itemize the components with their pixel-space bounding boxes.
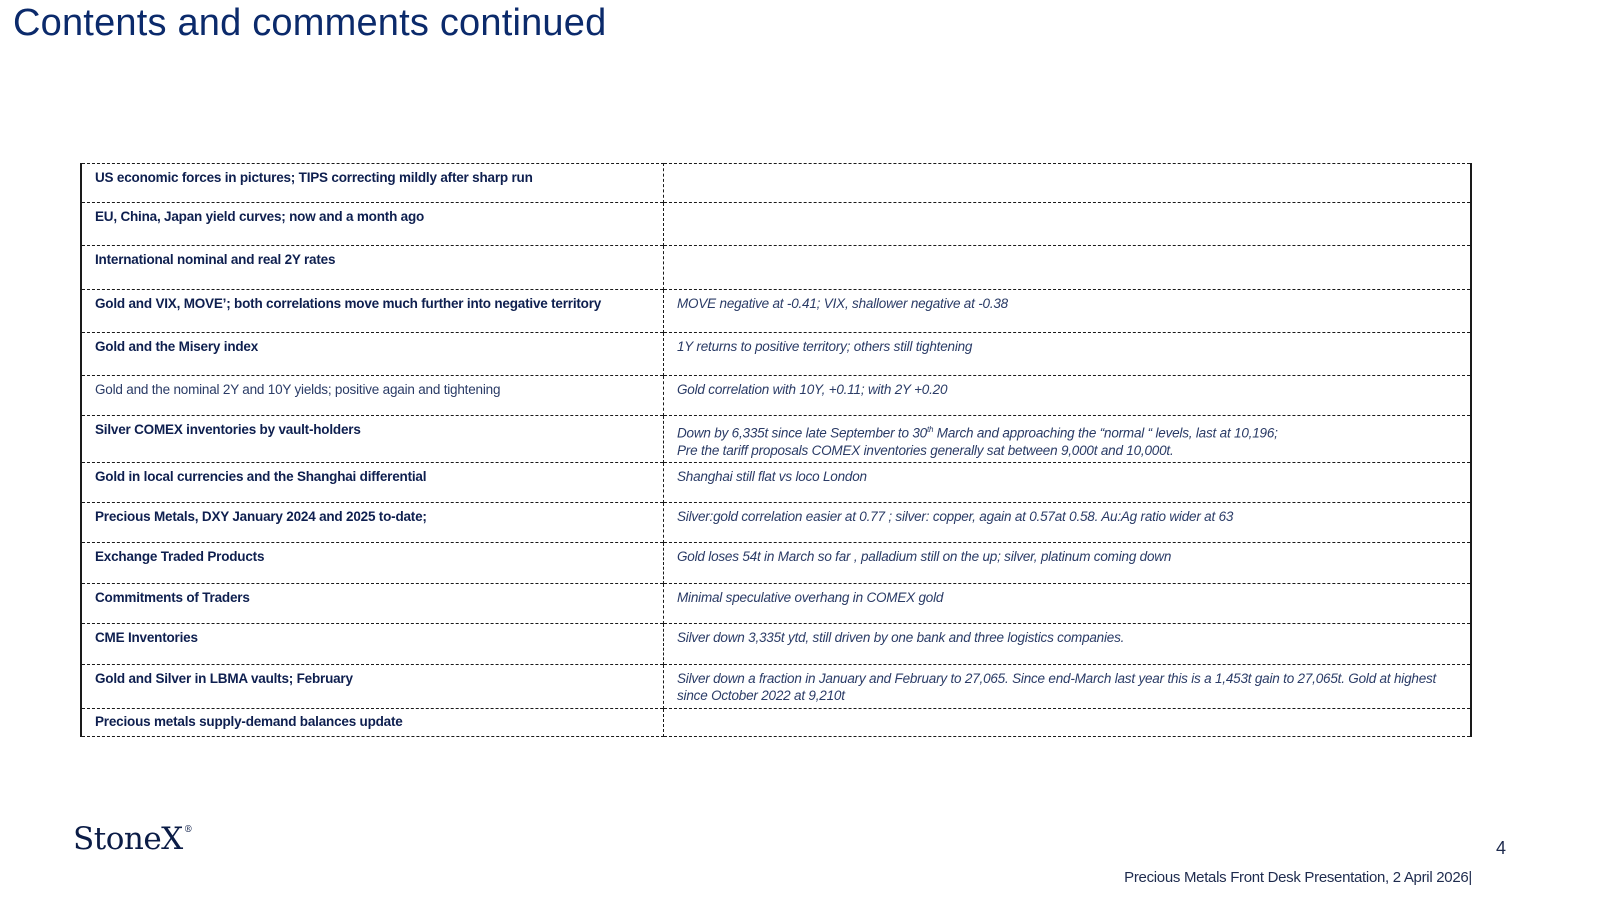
topic-label: Exchange Traded Products <box>95 549 265 564</box>
table-row <box>81 333 1471 376</box>
topic-cell <box>81 463 664 503</box>
topic-label: Precious Metals, DXY January 2024 and 2025 to-date; <box>95 509 427 524</box>
comment-cell <box>664 164 1472 203</box>
topic-label: Precious metals supply-demand balances update <box>95 714 403 729</box>
topic-label: Gold and the Misery index <box>95 339 259 354</box>
comment-cell <box>664 584 1472 624</box>
comment-text: Gold loses 54t in March so far , palladium still on the up; silver, platinum coming down <box>677 549 1172 564</box>
comment-cell <box>664 624 1472 665</box>
comment-cell <box>664 333 1472 376</box>
table-row <box>81 203 1471 246</box>
topic-cell <box>81 164 664 203</box>
topic-label: Gold and the nominal 2Y and 10Y yields; positive again and tightening <box>95 382 501 397</box>
table-row <box>81 709 1471 737</box>
table-row <box>81 543 1471 584</box>
topic-cell <box>81 203 664 246</box>
comment-text: 1Y returns to positive territory; others still tightening <box>677 339 973 354</box>
comment-text: Silver down a fraction in January and February to 27,065. Since end-March last year this is a 1,453t gain to 27,065t. Gold at highest since October 2022 at 9,210t <box>677 671 1437 703</box>
topic-cell <box>81 543 664 584</box>
comment-text: Silver down 3,335t ytd, still driven by one bank and three logistics companies. <box>677 630 1125 645</box>
table-row <box>81 624 1471 665</box>
table-row <box>81 246 1471 290</box>
table-row <box>81 463 1471 503</box>
contents-table <box>80 163 1472 737</box>
topic-cell <box>81 333 664 376</box>
stonex-logo: StoneX® <box>73 821 193 857</box>
topic-cell <box>81 416 664 463</box>
page-number: 4 <box>1496 838 1507 858</box>
footer-text: Precious Metals Front Desk Presentation, 2 April 2026| <box>1124 869 1472 886</box>
topic-cell <box>81 709 664 737</box>
topic-cell <box>81 246 664 290</box>
topic-cell <box>81 503 664 543</box>
topic-label: CME Inventories <box>95 630 198 645</box>
comment-cell <box>664 543 1472 584</box>
topic-label: International nominal and real 2Y rates <box>95 252 336 267</box>
topic-cell <box>81 290 664 333</box>
table-row <box>81 164 1471 203</box>
comment-cell <box>664 203 1472 246</box>
slide-title: Contents and comments continued <box>13 2 607 44</box>
comment-text: Shanghai still flat vs loco London <box>677 469 867 484</box>
topic-cell <box>81 665 664 709</box>
topic-cell <box>81 376 664 416</box>
topic-cell <box>81 584 664 624</box>
table-row <box>81 416 1471 463</box>
comment-text: Down by 6,335t since late September to 30th March and approaching the “normal “ levels, last at 10,196; Pre the tariff proposals COMEX inventories generally sat between 9,000t and 10,000t. <box>677 425 1278 458</box>
comment-cell <box>664 709 1472 737</box>
comment-text: Gold correlation with 10Y, +0.11; with 2Y +0.20 <box>677 382 948 397</box>
comment-cell <box>664 665 1472 709</box>
topic-label: Gold in local currencies and the Shanghai differential <box>95 469 427 484</box>
table-row <box>81 584 1471 624</box>
comment-cell <box>664 376 1472 416</box>
topic-label: Commitments of Traders <box>95 590 250 605</box>
table-row <box>81 503 1471 543</box>
comment-cell <box>664 416 1472 463</box>
topic-label: EU, China, Japan yield curves; now and a month ago <box>95 209 425 224</box>
comment-cell <box>664 463 1472 503</box>
comment-text: MOVE negative at -0.41; VIX, shallower negative at -0.38 <box>677 296 1008 311</box>
table-row <box>81 290 1471 333</box>
comment-text: Silver:gold correlation easier at 0.77 ; silver: copper, again at 0.57at 0.58. Au:Ag ratio wider at 63 <box>677 509 1234 524</box>
topic-label: Silver COMEX inventories by vault-holders <box>95 422 361 437</box>
topic-label: US economic forces in pictures; TIPS correcting mildly after sharp run <box>95 170 533 185</box>
comment-text: Minimal speculative overhang in COMEX gold <box>677 590 944 605</box>
topic-label: Gold and Silver in LBMA vaults; February <box>95 671 353 686</box>
table-row <box>81 665 1471 709</box>
comment-cell <box>664 246 1472 290</box>
topic-label: Gold and VIX, MOVE’; both correlations move much further into negative territory <box>95 296 602 311</box>
topic-cell <box>81 624 664 665</box>
comment-cell <box>664 290 1472 333</box>
comment-cell <box>664 503 1472 543</box>
table-row <box>81 376 1471 416</box>
